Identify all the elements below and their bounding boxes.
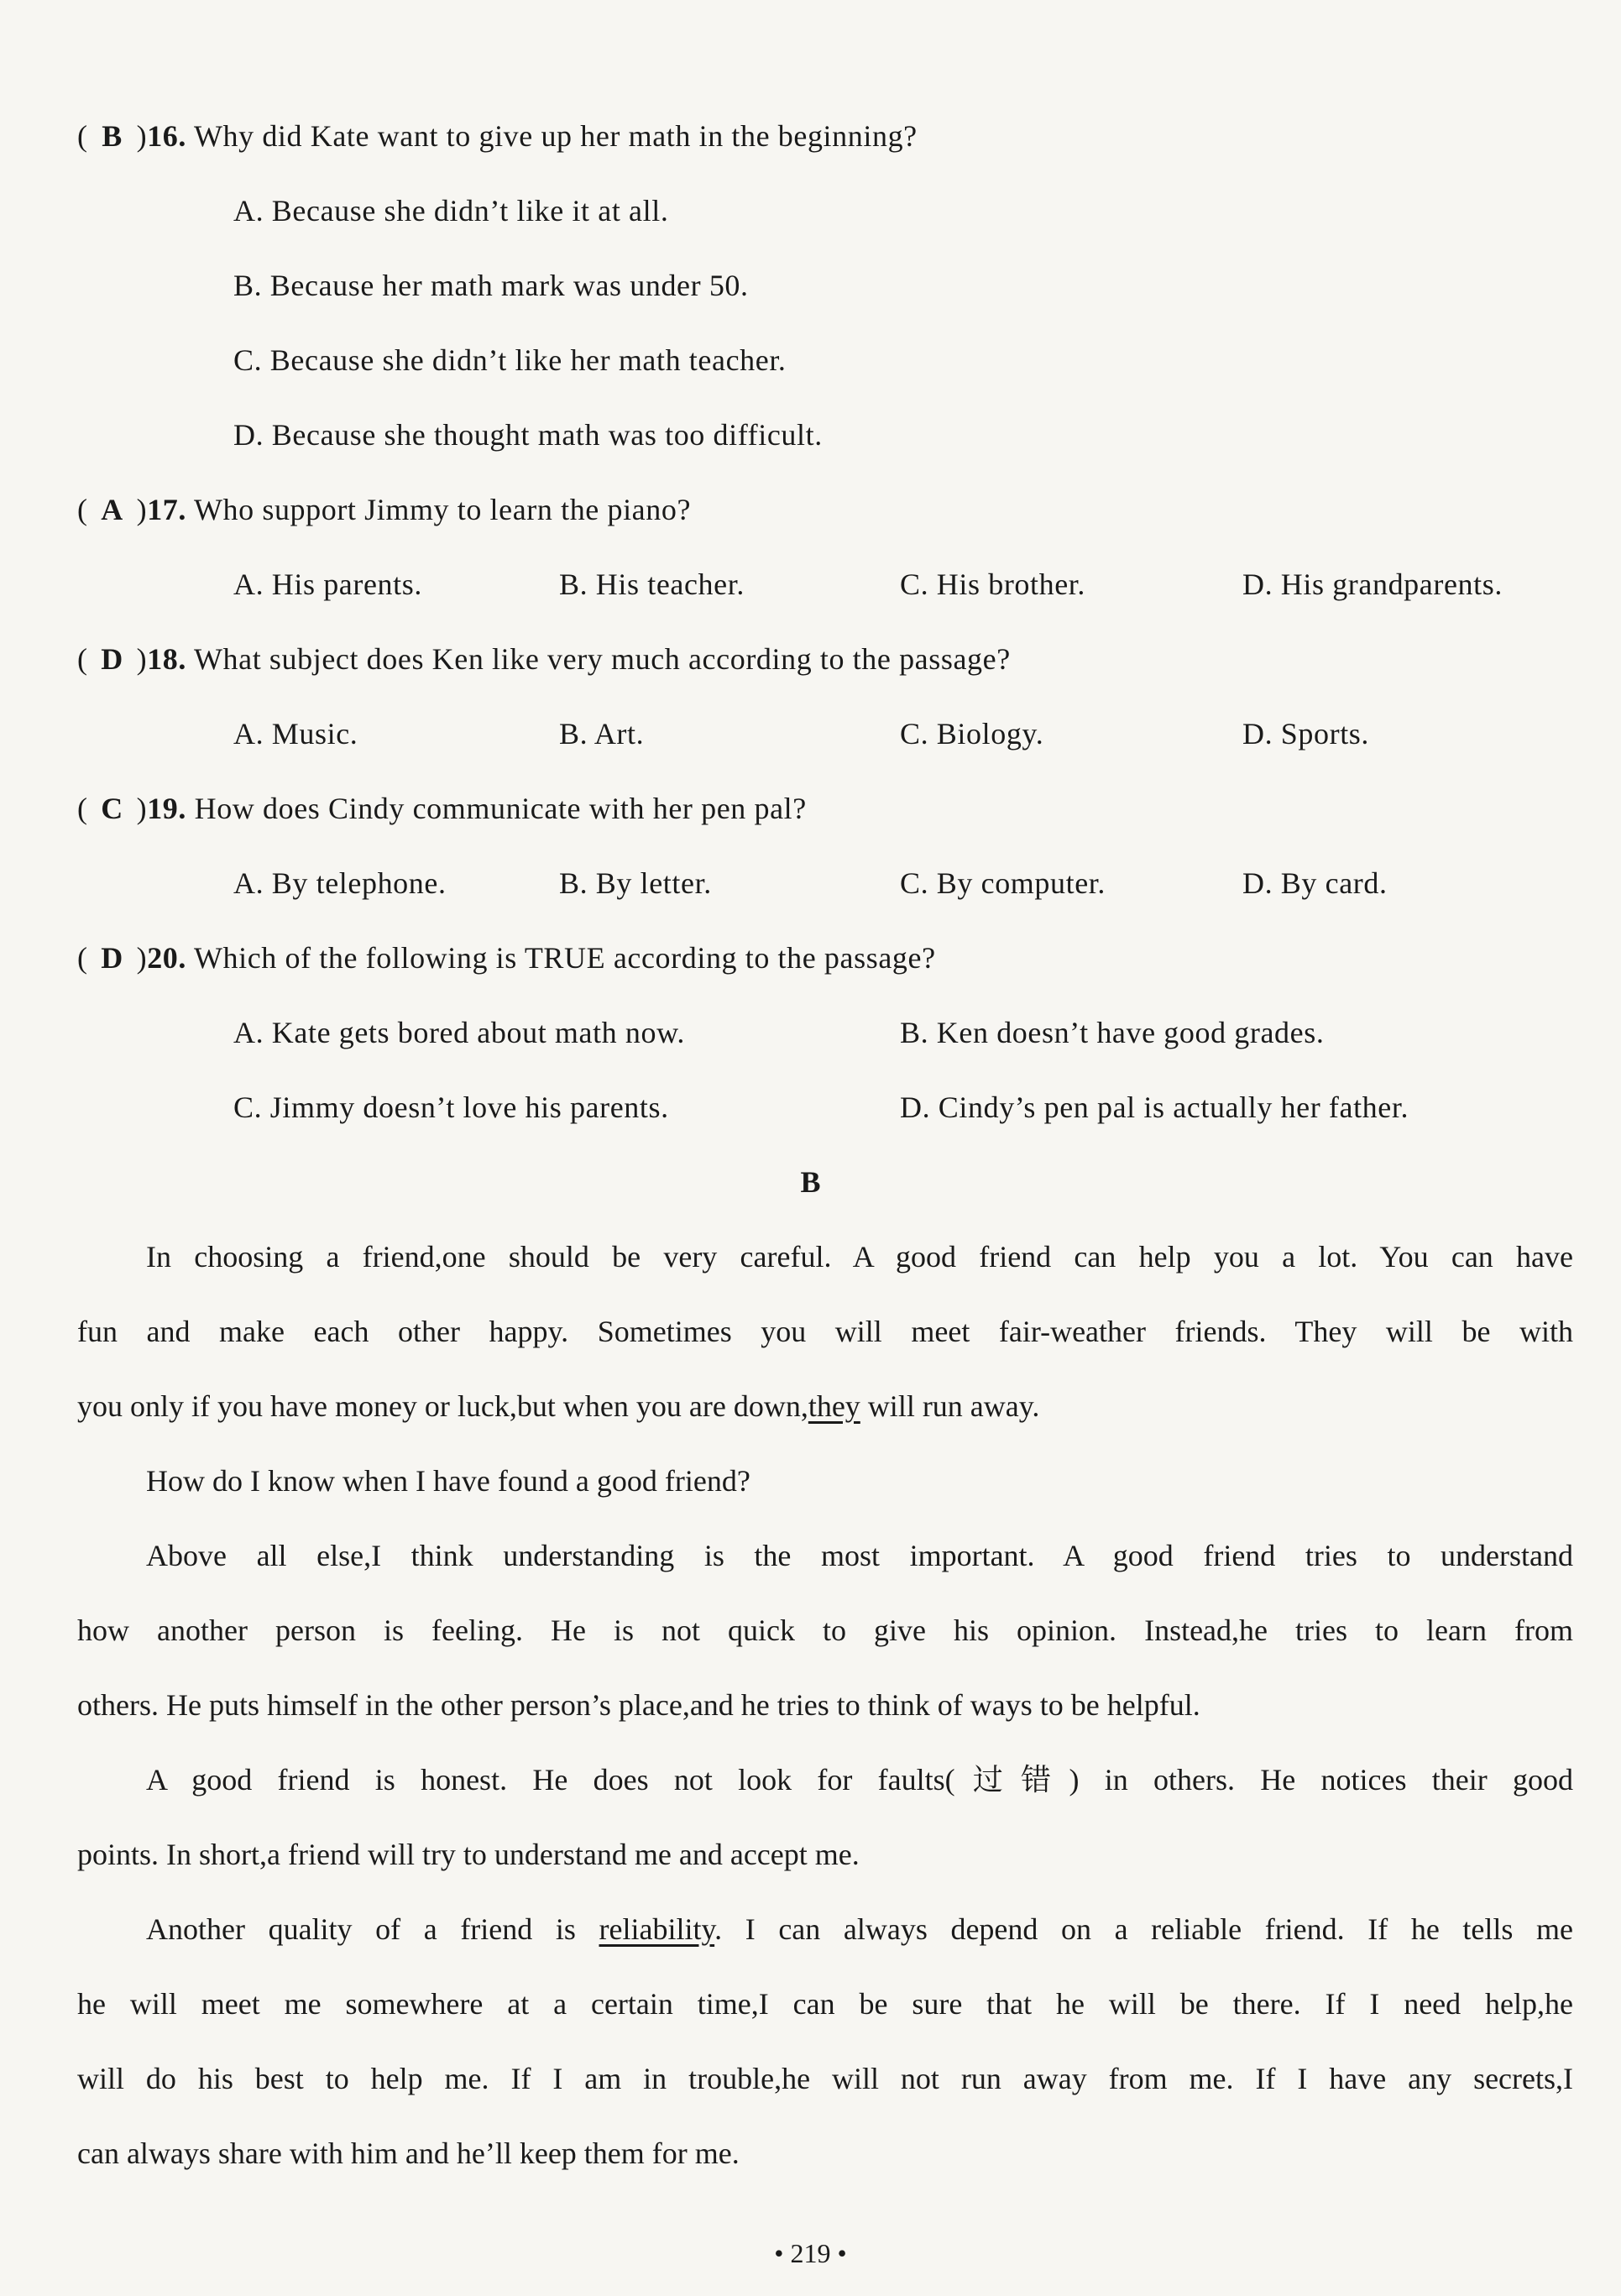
answer-19: C (101, 792, 123, 825)
paragraph-3-line-3 (77, 1668, 1573, 1743)
section-title: B (800, 1165, 821, 1199)
paragraph-5-text-3: will do his best to help me. If I am in trouble,he will not run away from me. If I have any secrets,I (77, 2062, 1573, 2095)
paragraph-5-text-4: can always share with him and he’ll keep them for me. (77, 2136, 740, 2170)
open-paren: ( (77, 642, 88, 676)
option-18-b: B. Art. (559, 717, 645, 751)
paragraph-5-line-3 (77, 2042, 1573, 2116)
paragraph-3-line-1 (146, 1519, 1573, 1593)
open-paren: ( (77, 119, 88, 153)
option-19-d: D. By card. (1242, 866, 1388, 900)
question-19 (77, 790, 807, 827)
question-text-20: Which of the following is TRUE according to the passage? (193, 941, 936, 975)
paragraph-4-text-2: points. In short,a friend will try to understand me and accept me. (77, 1838, 860, 1871)
option-20-d: D. Cindy’s pen pal is actually her father. (900, 1090, 1409, 1124)
option-19-b: B. By letter. (559, 866, 712, 900)
paragraph-1-text-1: In choosing a friend,one should be very careful. A good friend can help you a lot. You can have (146, 1240, 1573, 1274)
open-paren: ( (77, 941, 88, 975)
paragraph-2-text-1: How do I know when I have found a good friend? (146, 1464, 750, 1498)
question-number-18: 18. (147, 642, 186, 676)
paragraph-5-prefix: Another quality of a friend is (146, 1912, 599, 1946)
close-paren: ) (136, 642, 148, 676)
option-20-b: B. Ken doesn’t have good grades. (900, 1016, 1325, 1049)
option-16-d: D. Because she thought math was too difficult. (233, 418, 823, 452)
close-paren: ) (136, 941, 148, 975)
paragraph-1-text-3: you only if you have money or luck,but when you are down, (77, 1389, 808, 1423)
paragraph-3-line-2 (77, 1593, 1573, 1668)
underlined-word-reliability: reliability (599, 1912, 715, 1946)
question-number-16: 16. (147, 119, 186, 153)
question-17 (77, 491, 691, 528)
option-17-d: D. His grandparents. (1242, 567, 1503, 601)
option-19-a: A. By telephone. (233, 866, 447, 900)
paragraph-5-suffix: . I can always depend on a reliable friend. If he tells me (714, 1912, 1573, 1946)
paragraph-5-line-1 (146, 1892, 1573, 1967)
option-19-c: C. By computer. (900, 866, 1106, 900)
option-16-b: B. Because her math mark was under 50. (233, 269, 749, 302)
option-18-d: D. Sports. (1242, 717, 1370, 751)
question-text-17: Who support Jimmy to learn the piano? (193, 493, 692, 526)
question-number-20: 20. (147, 941, 186, 975)
option-17-a: A. His parents. (233, 567, 422, 601)
paragraph-5-text-2: he will meet me somewhere at a certain time,I can be sure that he will be there. If I need help,he (77, 1987, 1573, 2021)
paragraph-3-text-1: Above all else,I think understanding is the most important. A good friend tries to understand (146, 1539, 1573, 1572)
option-17-b: B. His teacher. (559, 567, 745, 601)
open-paren: ( (77, 493, 88, 526)
option-20-c: C. Jimmy doesn’t love his parents. (233, 1090, 669, 1124)
question-text-19: How does Cindy communicate with her pen pal? (194, 792, 807, 825)
answer-16: B (102, 119, 123, 153)
close-paren: ) (136, 493, 148, 526)
option-16-c: C. Because she didn’t like her math teacher. (233, 343, 787, 377)
question-18 (77, 641, 1011, 677)
option-16-a: A. Because she didn’t like it at all. (233, 194, 669, 228)
paragraph-2-line-1 (146, 1444, 1573, 1519)
question-number-19: 19. (147, 792, 186, 825)
page-number: • 219 • (774, 2238, 847, 2268)
paragraph-5-line-4 (77, 2116, 1573, 2191)
option-17-c: C. His brother. (900, 567, 1085, 601)
paragraph-1-line-1 (146, 1220, 1573, 1294)
underlined-word-they: they (808, 1389, 860, 1423)
paragraph-1-line-2 (77, 1294, 1573, 1369)
close-paren: ) (136, 119, 148, 153)
paragraph-4-line-2 (77, 1817, 1573, 1892)
close-paren: ) (136, 792, 148, 825)
question-number-17: 17. (147, 493, 186, 526)
question-16 (77, 118, 918, 154)
paragraph-3-text-3: others. He puts himself in the other person’s place,and he tries to think of ways to be helpful. (77, 1688, 1200, 1722)
paragraph-1-tail: will run away. (860, 1389, 1040, 1423)
paragraph-4-line-1 (146, 1743, 1573, 1817)
paragraph-3-text-2: how another person is feeling. He is not quick to give his opinion. Instead,he tries to learn from (77, 1613, 1573, 1647)
paragraph-1-line-3 (77, 1369, 1573, 1444)
option-20-a: A. Kate gets bored about math now. (233, 1016, 685, 1049)
option-18-a: A. Music. (233, 717, 358, 751)
answer-17: A (101, 493, 123, 526)
question-text-16: Why did Kate want to give up her math in the beginning? (193, 119, 918, 153)
paragraph-5-line-2 (77, 1967, 1573, 2042)
answer-18: D (101, 642, 123, 676)
answer-20: D (101, 941, 123, 975)
question-20 (77, 939, 936, 976)
paragraph-1-text-2: fun and make each other happy. Sometimes you will meet fair-weather friends. They will be with (77, 1315, 1573, 1348)
question-text-18: What subject does Ken like very much according to the passage? (193, 642, 1011, 676)
open-paren: ( (77, 792, 88, 825)
option-18-c: C. Biology. (900, 717, 1044, 751)
paragraph-4-text-1: A good friend is honest. He does not look for faults(过错) in others. He notices their good (146, 1763, 1573, 1797)
